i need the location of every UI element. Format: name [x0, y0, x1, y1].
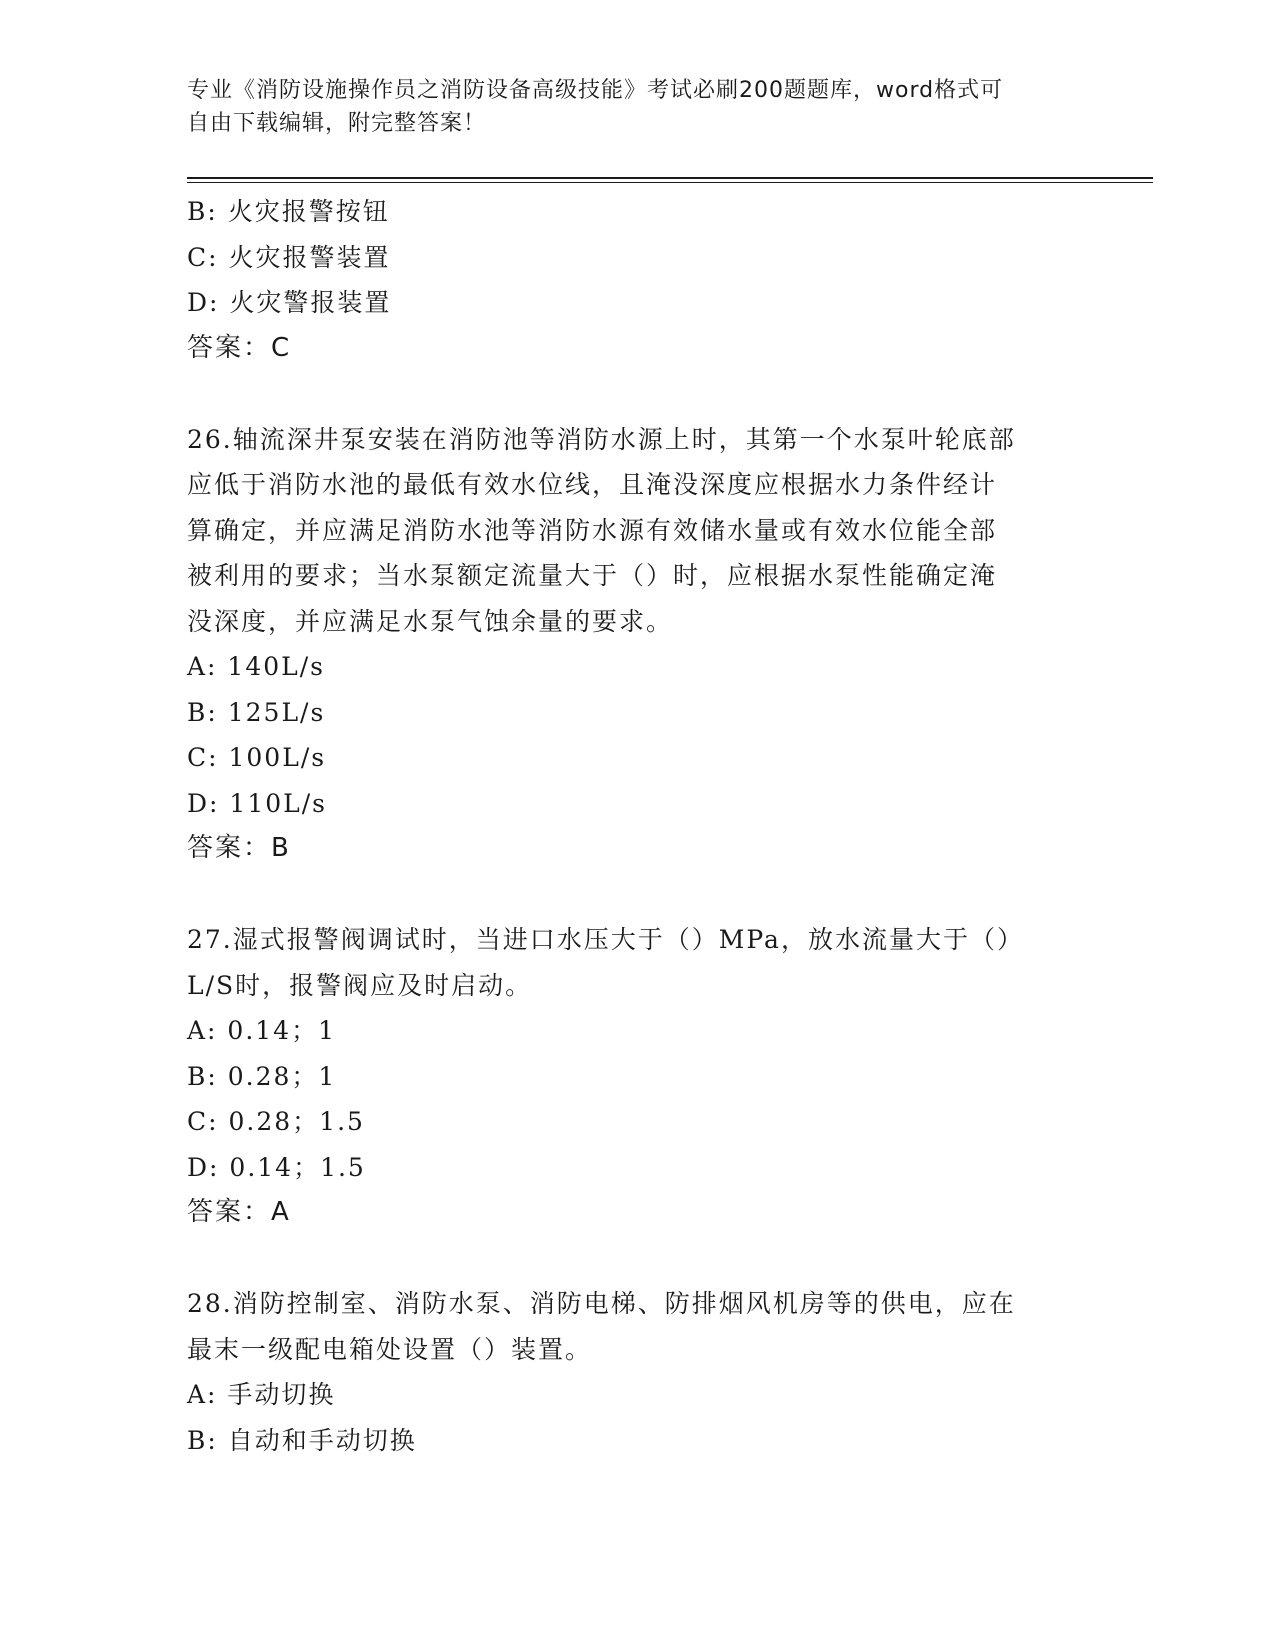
option-a: A: 手动切换 [187, 1380, 336, 1409]
option-d: D: 0.14；1.5 [187, 1152, 366, 1182]
question-line: 最末一级配电箱处设置（）装置。 [187, 1334, 593, 1364]
header-rule-thin [187, 182, 1153, 183]
option-b: B: 0.28；1 [187, 1061, 337, 1091]
header-line: 专业《消防设施操作员之消防设备高级技能》考试必刷200题题库，word格式可 [187, 78, 1004, 103]
option-b: B: 125L/s [187, 697, 326, 727]
question-line: L/S时，报警阀应及时启动。 [187, 970, 533, 1000]
question-26 [187, 417, 1067, 872]
question-25-tail [187, 189, 1067, 371]
question-content [187, 189, 1067, 1463]
spacer [187, 872, 1067, 918]
option-b: B: 火灾报警按钮 [187, 197, 390, 226]
option-a: A: 140L/s [187, 652, 325, 681]
question-text [187, 917, 1067, 1008]
document-header [187, 74, 1067, 140]
question-line: 没深度，并应满足水泵气蚀余量的要求。 [187, 606, 674, 636]
question-line: 26.轴流深井泵安装在消防池等消防水源上时，其第一个水泵叶轮底部 [187, 424, 1016, 454]
header-rule-thick [187, 177, 1153, 179]
answer-line: 答案：C [187, 332, 292, 363]
question-line: 被利用的要求；当水泵额定流量大于（）时，应根据水泵性能确定淹 [187, 561, 998, 590]
question-text [187, 417, 1067, 645]
question-27 [187, 917, 1067, 1236]
option-d: D: 火灾警报装置 [187, 288, 392, 317]
spacer [187, 1236, 1067, 1282]
question-line: 28.消防控制室、消防水泵、消防电梯、防排烟风机房等的供电，应在 [187, 1289, 1016, 1318]
question-text [187, 1281, 1067, 1372]
option-d: D: 110L/s [187, 788, 327, 818]
question-line: 27.湿式报警阀调试时，当进口水压大于（）MPa，放水流量大于（） [187, 925, 1024, 954]
question-28 [187, 1281, 1067, 1463]
question-line: 算确定，并应满足消防水池等消防水源有效储水量或有效水位能全部 [187, 515, 998, 545]
answer-line: 答案：A [187, 1197, 291, 1227]
answer-line: 答案：B [187, 833, 291, 863]
spacer [187, 371, 1067, 417]
question-line: 应低于消防水池的最低有效水位线，且淹没深度应根据水力条件经计 [187, 470, 998, 499]
option-a: A: 0.14；1 [187, 1016, 336, 1045]
header-line: 自由下载编辑，附完整答案！ [187, 111, 487, 136]
option-c: C: 0.28；1.5 [187, 1107, 365, 1136]
option-b: B: 自动和手动切换 [187, 1425, 417, 1455]
option-c: C: 火灾报警装置 [187, 242, 391, 272]
option-c: C: 100L/s [187, 743, 327, 772]
